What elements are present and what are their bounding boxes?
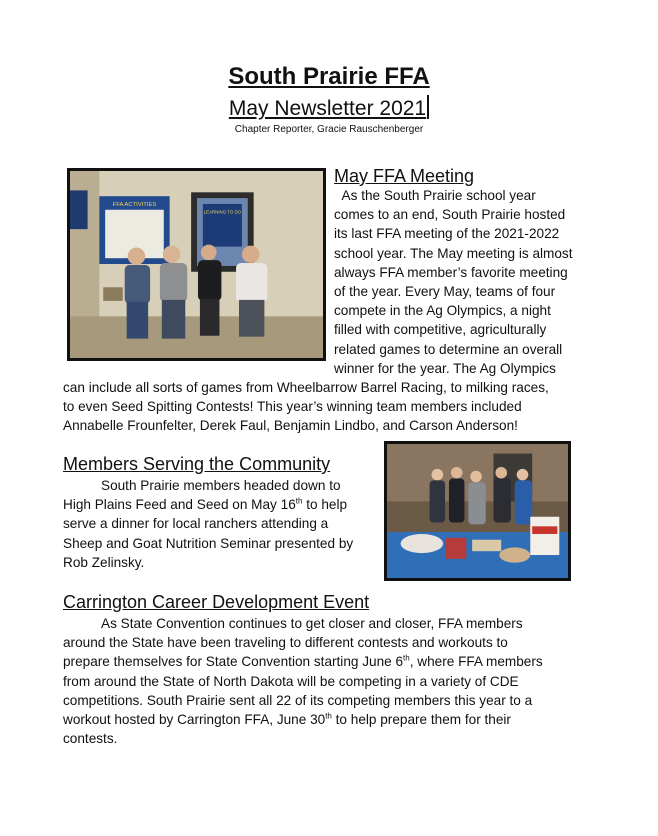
text-line: comes to an end, South Prairie hosted — [334, 207, 566, 223]
text-line: its last FFA meeting of the 2021-2022 — [334, 226, 560, 242]
text-line: South Prairie members headed down to — [101, 478, 341, 493]
newsletter-title: South Prairie FFA — [228, 63, 430, 90]
text-line: Rob Zelinsky. — [63, 554, 145, 570]
text-line: competitions. South Prairie sent all 22 of its competing members this year to a — [63, 692, 533, 708]
text-line: compete in the Ag Olympics, a night — [334, 303, 551, 319]
text-fragment: High Plains Feed and Seed on May 16 — [63, 497, 296, 513]
text-line: related games to determine an overall — [334, 341, 563, 357]
text-line: from around the State of North Dakota will be competing in a variety of CDE — [63, 673, 519, 689]
ffa-meeting-photo-art — [70, 171, 323, 358]
text-line: contests. — [63, 731, 118, 747]
section-heading-community: Members Serving the Community — [63, 454, 331, 474]
text-line: always FFA member’s favorite meeting — [334, 264, 568, 280]
text-line: Sheep and Goat Nutrition Seminar presented by — [63, 535, 354, 551]
learning-to-do-sign: LEARNING TO DO — [203, 209, 242, 215]
subtitle-text: May Newsletter 2021 — [228, 97, 427, 120]
text-line: of the year. Every May, teams of four — [334, 283, 556, 299]
ffa-meeting-photo — [67, 168, 326, 361]
carrington-text — [63, 614, 543, 748]
community-text — [63, 476, 353, 572]
text-line: serve a dinner for local ranchers attending a — [63, 516, 329, 532]
community-dinner-photo — [384, 441, 571, 581]
newsletter-subtitle — [0, 95, 658, 122]
text-line: As the South Prairie school year — [334, 188, 536, 203]
text-line: Annabelle Frounfelter, Derek Faul, Benjamin Lindbo, and Carson Anderson! — [63, 418, 518, 434]
text-fragment: workout hosted by Carrington FFA, June 30 — [63, 711, 326, 727]
section-heading-carrington: Carrington Career Development Event — [63, 592, 370, 612]
text-fragment: prepare themselves for State Convention starting June 6 — [63, 654, 404, 670]
text-line: can include all sorts of games from Wheelbarrow Barrel Racing, to milking races, — [63, 380, 549, 395]
text-fragment: to help prepare them for their — [331, 711, 511, 727]
text-line — [63, 495, 353, 514]
community-dinner-photo-art — [387, 444, 568, 578]
may-meeting-wrapped-text — [334, 186, 573, 378]
section-heading-may-meeting: May FFA Meeting — [334, 166, 475, 186]
text-line: As State Convention continues to get closer and closer, FFA members — [101, 616, 523, 631]
text-line — [63, 652, 543, 671]
ordinal-suffix: th — [325, 711, 332, 721]
text-line — [63, 710, 543, 729]
may-meeting-full-text — [63, 378, 549, 436]
text-line: filled with competitive, agriculturally — [334, 322, 547, 338]
text-line: to even Seed Spitting Contests! This year’s winning team members included — [63, 399, 522, 415]
ordinal-suffix: th — [403, 653, 410, 663]
text-line: school year. The May meeting is almost — [334, 245, 573, 261]
text-fragment: to help — [302, 497, 348, 513]
chapter-reporter-byline: Chapter Reporter, Gracie Rauschenberger — [234, 124, 424, 135]
text-line: winner for the year. The Ag Olympics — [334, 360, 556, 376]
ffa-activities-sign: FFA ACTIVITIES — [112, 201, 157, 208]
text-cursor — [427, 95, 429, 119]
text-line: around the State have been traveling to different contests and workouts to — [63, 635, 508, 651]
ordinal-suffix: th — [295, 496, 303, 506]
text-fragment: , where FFA members — [409, 654, 543, 670]
